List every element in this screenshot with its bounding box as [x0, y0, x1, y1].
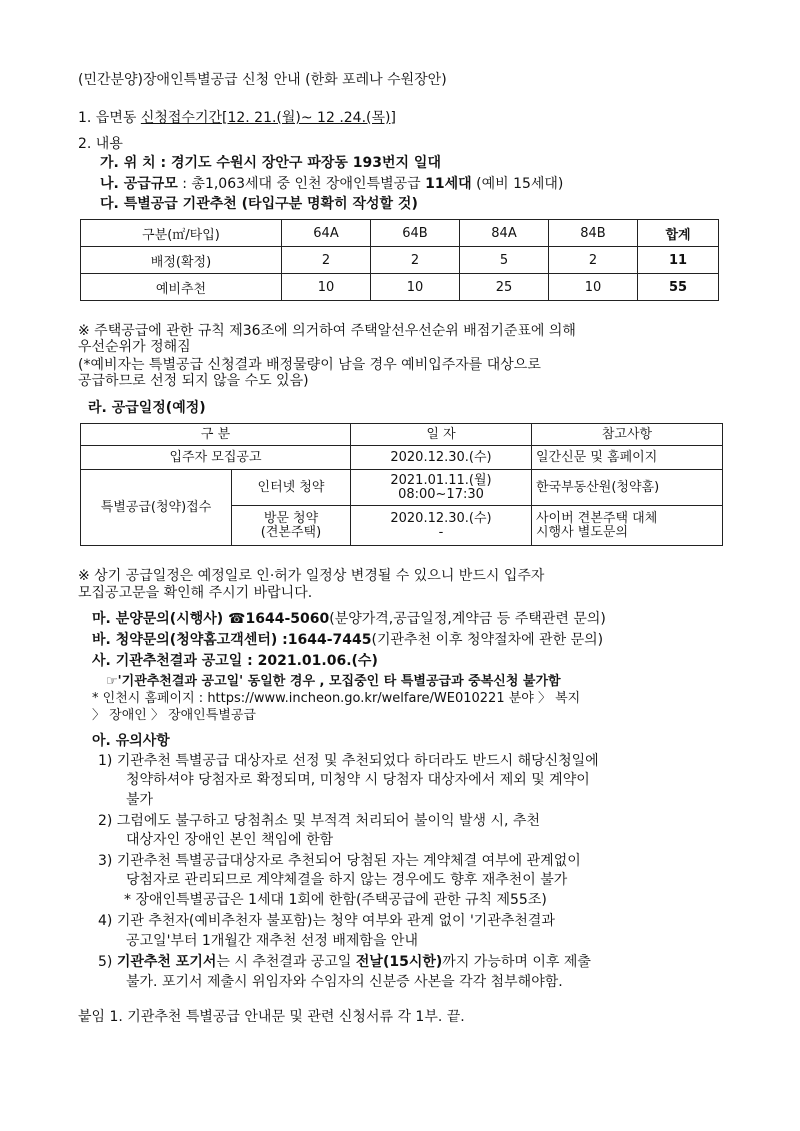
supply-scale-line [100, 175, 563, 193]
supply-table [80, 219, 719, 301]
special-supply-heading: 다. 특별공급 기관추천 (타입구분 명확히 작성할 것) [100, 196, 418, 212]
caution-item-3-note: * 장애인특별공급은 1세대 1회에 한함(주택공급에 관한 규칙 제55조) [124, 892, 547, 908]
caution-item-5-bold-2: 전날(15시한) [355, 954, 443, 970]
date-line: 2020.12.30.(수) [390, 510, 492, 526]
supply-scale-tail: (예비 15세대) [471, 176, 564, 192]
table-cell [351, 470, 532, 506]
note-1-line-2: 우선순위가 정해짐 [78, 339, 191, 355]
table-row [81, 470, 723, 506]
location-line: 가. 위 치 : 경기도 수원시 장안구 파장동 193번지 일대 [100, 155, 441, 171]
table-cell: 55 [638, 274, 719, 301]
table-cell [532, 506, 723, 546]
table-header-cell: 일 자 [351, 424, 532, 446]
table-cell: 2 [549, 247, 638, 274]
subscription-inquiry-line [92, 631, 603, 649]
caution-item-2-line-2: 대상자인 장애인 본인 책임에 한함 [126, 832, 334, 848]
application-period: 신청접수기간[12. 21.(월)~ 12 .24.(목)] [140, 110, 396, 126]
time-line: 08:00~17:30 [398, 486, 484, 502]
table-cell [351, 506, 532, 546]
visit-line-1: 방문 청약 [263, 510, 319, 526]
table-cell: 인터넷 청약 [232, 470, 351, 506]
duplicate-warning: ☞'기관추천결과 공고일' 동일한 경우 , 모집중인 타 특별공급과 중복신청 불가함 [106, 674, 561, 689]
caution-item-4-line-1: 4) 기관 추천자(예비추천자 불포함)는 청약 여부와 관계 없이 '기관추천결과 [98, 913, 555, 929]
table-header-cell: 64A [282, 220, 371, 247]
table-cell: 10 [549, 274, 638, 301]
table-cell: 10 [282, 274, 371, 301]
caution-item-4-line-2: 공고일'부터 1개월간 재추천 선정 배제함을 안내 [126, 933, 418, 949]
table-cell: 5 [460, 247, 549, 274]
sales-inquiry-label: 마. 분양문의(시행사) ☎1644-5060 [92, 611, 330, 627]
date-line: 2021.01.11.(월) [390, 472, 492, 488]
caution-item-1-line-3: 불가 [126, 792, 154, 808]
supply-scale-text: : 총1,063세대 중 인천 장애인특별공급 [177, 176, 426, 192]
homepage-line-1: * 인천시 홈페이지 : https://www.incheon.go.kr/welfare/WE010221 분야 〉 복지 [92, 691, 581, 706]
subscription-inquiry-text: (기관추천 이후 청약절차에 관한 문의) [371, 632, 604, 648]
table-cell: 입주자 모집공고 [81, 446, 351, 470]
table-header-cell: 구 분 [81, 424, 351, 446]
sales-inquiry-text: (분양가격,공급일정,계약금 등 주택관련 문의) [329, 611, 606, 627]
table-header-cell: 64B [371, 220, 460, 247]
caution-item-3-line-1: 3) 기관추천 특별공급대상자로 추천되어 당첨된 자는 계약체결 여부에 관계없이 [98, 853, 581, 869]
attachment-footer: 붙임 1. 기관추천 특별공급 안내문 및 관련 신청서류 각 1부. 끝. [78, 1009, 465, 1025]
schedule-table [80, 423, 723, 546]
table-cell: 일간신문 및 홈페이지 [532, 446, 723, 470]
table-header-cell: 구분(㎡/타입) [81, 220, 282, 247]
doc-title: (민간분양)장애인특별공급 신청 안내 (한화 포레나 수원장안) [78, 72, 447, 88]
dash-line: - [438, 524, 444, 540]
sales-inquiry-line [92, 610, 606, 628]
section-2: 2. 내용 [78, 136, 123, 152]
ref-line-2: 시행사 별도문의 [536, 524, 629, 540]
table-cell: 2020.12.30.(수) [351, 446, 532, 470]
table-header-cell: 84A [460, 220, 549, 247]
table-cell: 10 [371, 274, 460, 301]
caution-item-5-text-2: 까지 가능하며 이후 제출 [442, 954, 591, 970]
note-1-line-1: ※ 주택공급에 관한 규칙 제36조에 의거하여 주택알선우선순위 배점기준표에 의해 [78, 323, 576, 339]
table-cell: 25 [460, 274, 549, 301]
caution-item-5-line-1 [98, 953, 591, 971]
table-cell: 2 [282, 247, 371, 274]
section-1-prefix: 1. 읍면동 [78, 110, 141, 126]
table-header-cell: 84B [549, 220, 638, 247]
caution-item-5-line-2: 불가. 포기서 제출시 위임자와 수임자의 신분증 사본을 각각 첨부해야함. [126, 974, 563, 990]
caution-item-2-line-1: 2) 그럼에도 불구하고 당첨취소 및 부적격 처리되어 불이익 발생 시, 추천 [98, 813, 540, 829]
section-1 [78, 109, 396, 127]
ref-line-1: 사이버 견본주택 대체 [536, 510, 658, 526]
table-cell [232, 506, 351, 546]
caution-item-5-text-1: 는 시 추천결과 공고일 [216, 954, 356, 970]
caution-heading: 아. 유의사항 [92, 733, 170, 749]
table-row [81, 274, 719, 301]
caution-item-1-line-2: 청약하셔야 당첨자로 확정되며, 미청약 시 당첨자 대상자에서 제외 및 계약이 [126, 772, 590, 788]
table-cell: 2 [371, 247, 460, 274]
table-cell: 배정(확정) [81, 247, 282, 274]
table-cell: 특별공급(청약)접수 [81, 470, 232, 546]
note-3-line-1: ※ 상기 공급일정은 예정일로 인·허가 일정상 변경될 수 있으니 반드시 입주자 [78, 568, 545, 584]
result-date-line: 사. 기관추천결과 공고일 : 2021.01.06.(수) [92, 653, 378, 669]
caution-item-5-number: 5) [98, 954, 117, 970]
table-row [81, 247, 719, 274]
table-cell: 11 [638, 247, 719, 274]
table-header-cell: 합계 [638, 220, 719, 247]
table-cell: 한국부동산원(청약홈) [532, 470, 723, 506]
table-cell: 예비추천 [81, 274, 282, 301]
caution-item-1-line-1: 1) 기관추천 특별공급 대상자로 선정 및 추천되었다 하더라도 반드시 해당신청일에 [98, 753, 599, 769]
homepage-line-2: 〉 장애인 〉 장애인특별공급 [92, 708, 256, 723]
note-2-line-1: (*예비자는 특별공급 신청결과 배정물량이 남을 경우 예비입주자를 대상으로 [78, 357, 541, 373]
table-row [81, 446, 723, 470]
subscription-inquiry-label: 바. 청약문의(청약홈고객센터) :1644-7445 [92, 632, 372, 648]
table-header-row [81, 424, 723, 446]
table-header-cell: 참고사항 [532, 424, 723, 446]
caution-item-3-line-2: 당첨자로 관리되므로 계약체결을 하지 않는 경우에도 향후 재추천이 불가 [126, 872, 568, 888]
caution-item-5-bold-1: 기관추천 포기서 [116, 954, 217, 970]
schedule-heading: 라. 공급일정(예정) [88, 400, 206, 416]
table-header-row [81, 220, 719, 247]
visit-line-2: (견본주택) [260, 524, 322, 540]
supply-scale-label: 나. 공급규모 [100, 176, 178, 192]
supply-scale-count: 11세대 [425, 176, 472, 192]
note-3-line-2: 모집공고문을 확인해 주시기 바랍니다. [78, 585, 313, 601]
note-2-line-2: 공급하므로 선정 되지 않을 수도 있음) [78, 373, 309, 389]
